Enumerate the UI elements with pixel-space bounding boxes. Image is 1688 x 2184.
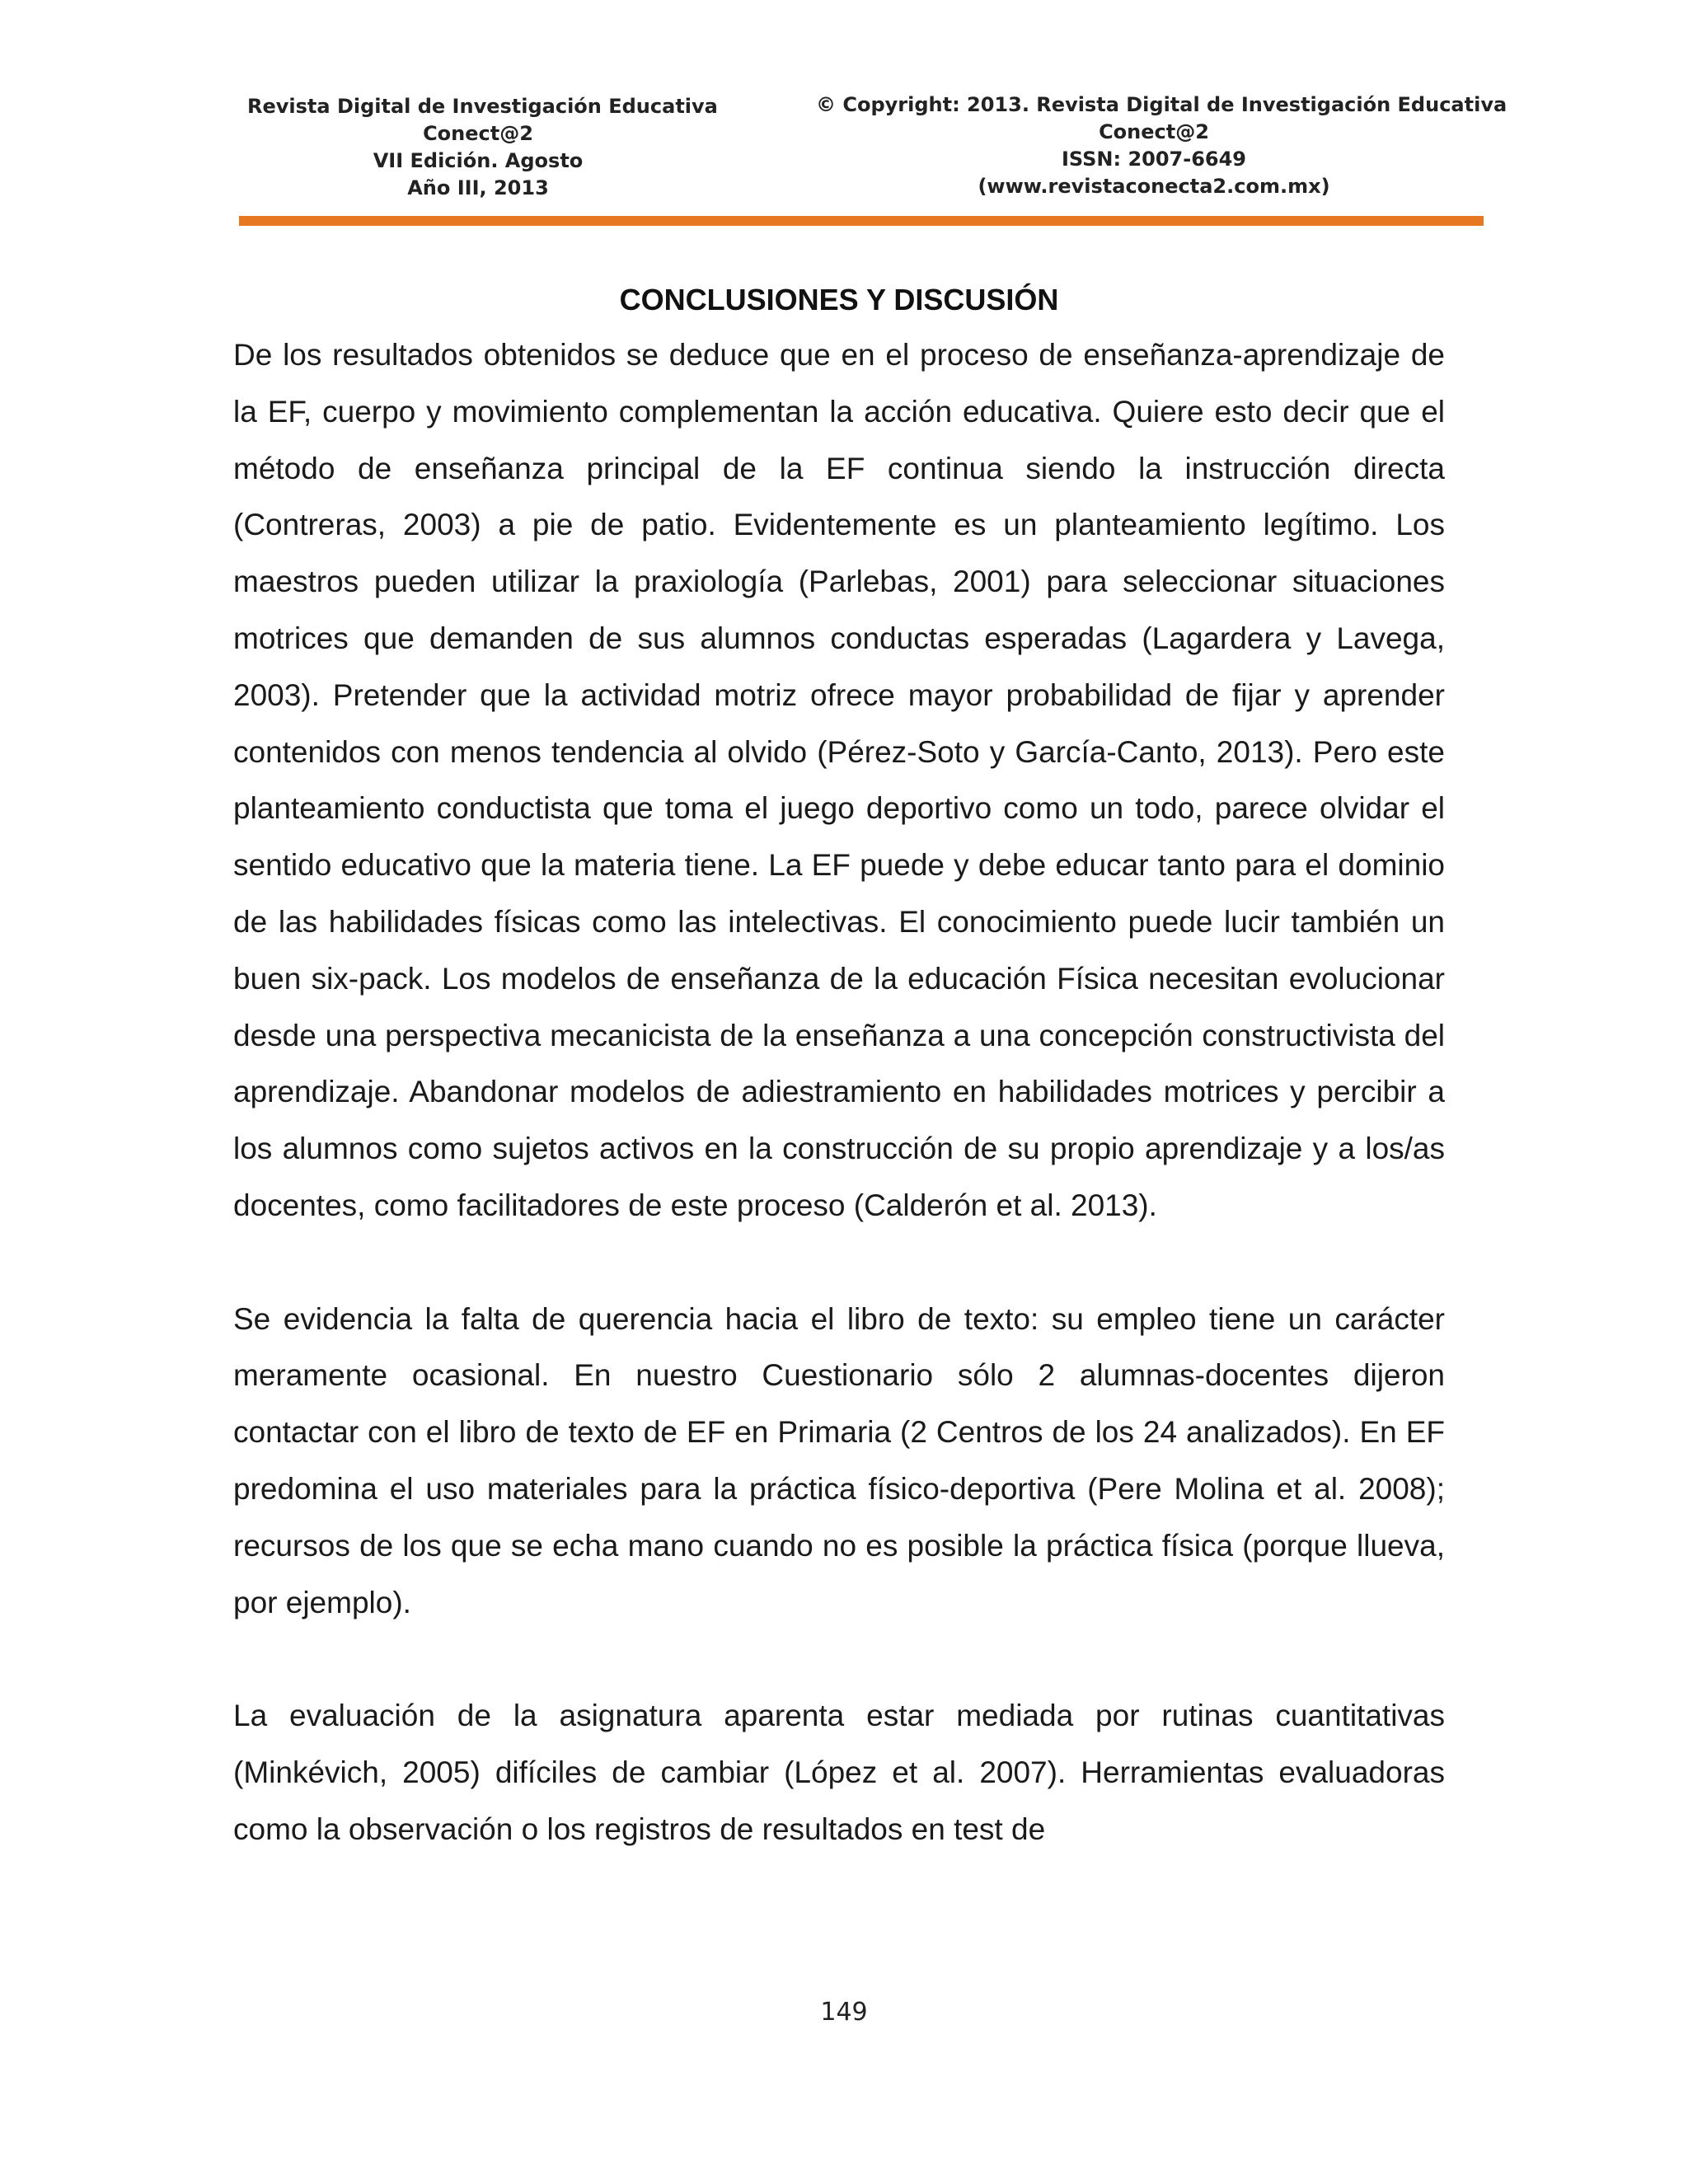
paragraph-1: De los resultados obtenidos se deduce que en el proceso de enseñanza-aprendizaje de la EF, cuerpo y movimiento complementan la acción educativa. Quiere esto decir que el método de enseñanza principal de la EF continua siendo la instrucción directa (Contreras, 2003) a pie de patio. Evidentemente es un planteamiento legítimo. Los maestros pueden utilizar la praxiología (Parlebas, 2001) para seleccionar situaciones motrices que demanden de sus alumnos conductas esperadas (Lagardera y Lavega, 2003). Pretender que la actividad motriz ofrece mayor probabilidad de fijar y aprender contenidos con menos tendencia al olvido (Pérez-Soto y García-Canto, 2013). Pero este planteamiento conductista que toma el juego deportivo como un todo, parece olvidar el sentido educativo que la materia tiene. La EF puede y debe educar tanto para el dominio de las habilidades físicas como las intelectivas. El conocimiento puede lucir también un buen six-pack. Los modelos de enseñanza de la educación Física necesitan evolucionar desde una perspectiva mecanicista de la enseñanza a una concepción constructivista del aprendizaje. Abandonar modelos de adiestramiento en habilidades motrices y percibir a los alumnos como sujetos activos en la construcción de su propio aprendizaje y a los/as docentes, como facilitadores de este proceso (Calderón et al. 2013). [233,338,1445,1222]
copyright-line: © Copyright: 2013. Revista Digital de Investigación Educativa [816,93,1507,116]
edition-label: VII Edición. Agosto [373,149,584,172]
paragraph-gap [233,1235,1445,1291]
website-url: (www.revistaconecta2.com.mx) [978,175,1330,198]
body-text [233,327,1445,1858]
header-divider [239,216,1484,226]
copyright-journal-short-name: Conect@2 [1099,120,1209,143]
page-number: 149 [820,1998,868,2027]
journal-short-name: Conect@2 [423,122,533,145]
section-title: CONCLUSIONES Y DISCUSIÓN [619,283,1059,316]
paragraph-gap [233,1631,1445,1688]
paragraph-2: Se evidencia la falta de querencia hacia el libro de texto: su empleo tiene un carácter meramente ocasional. En nuestro Cuestionario sólo 2 alumnas-docentes dijeron contactar con el libro de texto de EF en Primaria (2 Centros de los 24 analizados). En EF predomina el uso materiales para la práctica físico-deportiva (Pere Molina et al. 2008); recursos de los que se echa mano cuando no es posible la práctica física (porque llueva, por ejemplo). [233,1301,1445,1619]
year-label: Año III, 2013 [407,176,549,199]
copyright-header [816,91,1507,200]
journal-info-header [247,93,718,202]
paragraph-3: La evaluación de la asignatura aparenta estar mediada por rutinas cuantitativas (Minkévich, 2005) difíciles de cambiar (López et al. 2007). Herramientas evaluadoras como la observación o los registros de resultados en test de [233,1699,1445,1846]
journal-name: Revista Digital de Investigación Educativa [247,95,718,118]
issn-label: ISSN: 2007-6649 [1061,148,1246,171]
